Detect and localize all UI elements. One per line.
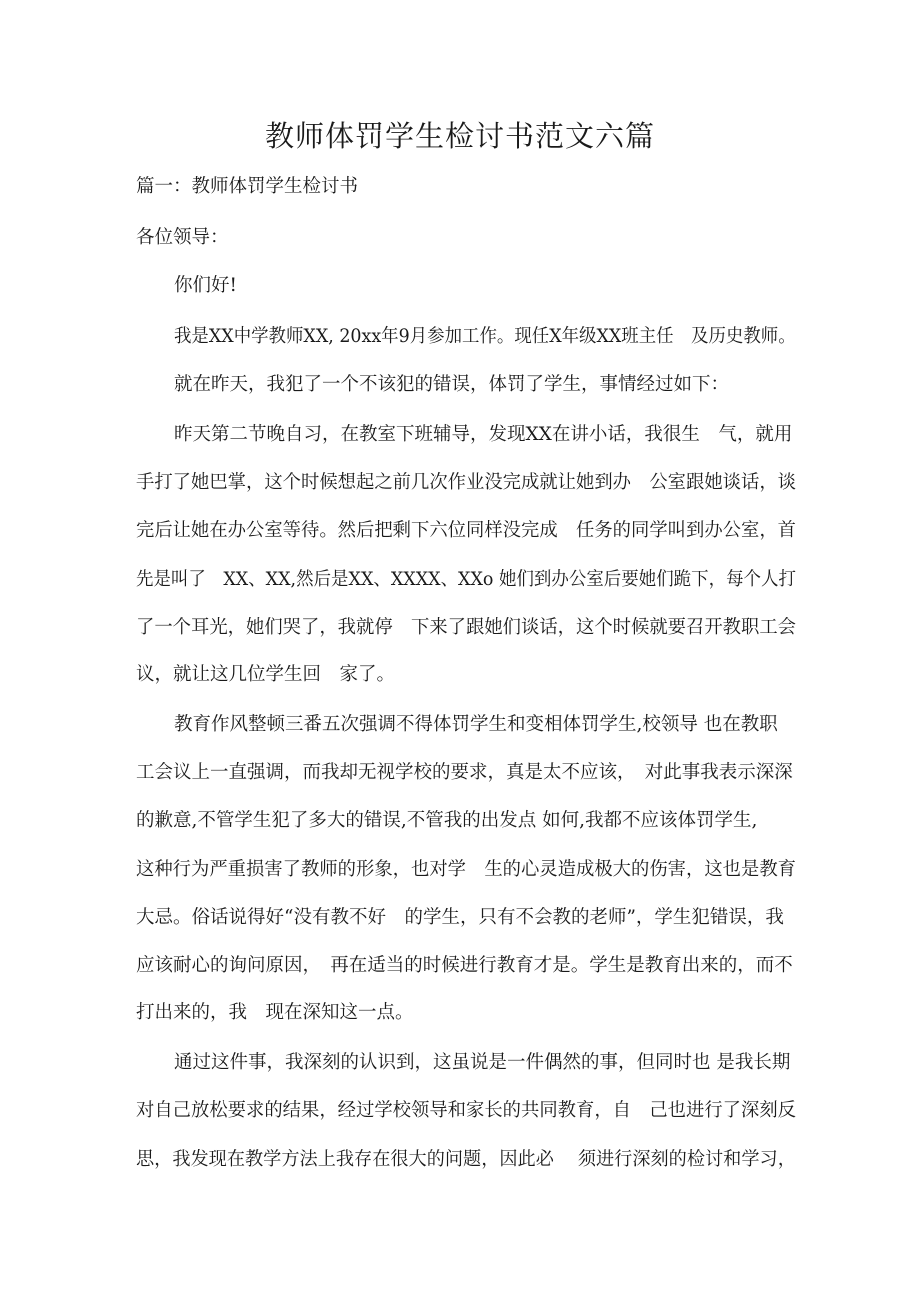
section-heading: 篇一：教师体罚学生检讨书	[136, 176, 359, 197]
paragraph-line: 打出来的，我 现在深知这一点。	[136, 1002, 414, 1023]
paragraph-line: 昨天第二节晚自习，在教室下班辅导，发现XX在讲小话，我很生 气，就用	[174, 424, 793, 445]
paragraph-line: 的歉意,不管学生犯了多大的错误,不管我的出发点 如何,我都不应该体罚学生,	[136, 810, 758, 831]
salutation: 各位领导：	[136, 227, 229, 248]
paragraph-line: 就在昨天，我犯了一个不该犯的错误，体罚了学生，事情经过如下：	[174, 374, 730, 395]
paragraph-line: 先是叫了 XX、XX,然后是XX、XXXX、XXo 她们到办公室后要她们跪下，每个人打	[136, 569, 796, 590]
paragraph-line: 思，我发现在教学方法上我存在很大的问题，因此必 须进行深刻的检讨和学习，	[136, 1149, 796, 1170]
paragraph-line: 工会议上一直强调，而我却无视学校的要求，真是太不应该， 对此事我表示深深	[136, 762, 793, 783]
paragraph-line: 了一个耳光，她们哭了，我就停 下来了跟她们谈话，这个时候就要召开教职工会	[136, 617, 797, 638]
paragraph-line: 大忌。俗话说得好“没有教不好 的学生，只有不会教的老师”，学生犯错误，我	[136, 907, 784, 928]
paragraph-line: 通过这件事，我深刻的认识到，这虽说是一件偶然的事，但同时也 是我长期	[174, 1052, 791, 1073]
paragraph-line: 完后让她在办公室等待。然后把剩下六位同样没完成 任务的同学叫到办公室，首	[136, 520, 797, 541]
greeting: 你们好!	[174, 275, 237, 296]
paragraph-line: 手打了她巴掌，这个时候想起之前几次作业没完成就让她到办 公室跟她谈话，谈	[136, 472, 797, 493]
document-title: 教师体罚学生检讨书范文六篇	[264, 119, 655, 153]
paragraph-line: 这种行为严重损害了教师的形象，也对学 生的心灵造成极大的伤害，这也是教育	[136, 859, 797, 880]
paragraph-line: 教育作风整顿三番五次强调不得体罚学生和变相体罚学生,校领导 也在教职	[174, 714, 778, 735]
paragraph-line: 我是XX中学教师XX, 20xx年9月参加工作。现任X年级XX班主任 及历史教师。	[174, 326, 796, 347]
paragraph-line: 对自己放松要求的结果，经过学校领导和家长的共同教育，自 己也进行了深刻反	[136, 1100, 797, 1121]
paragraph-line: 议，就让这几位学生回 家了。	[136, 664, 396, 685]
paragraph-line: 应该耐心的询问原因， 再在适当的时候进行教育才是。学生是教育出来的，而不	[136, 955, 793, 976]
